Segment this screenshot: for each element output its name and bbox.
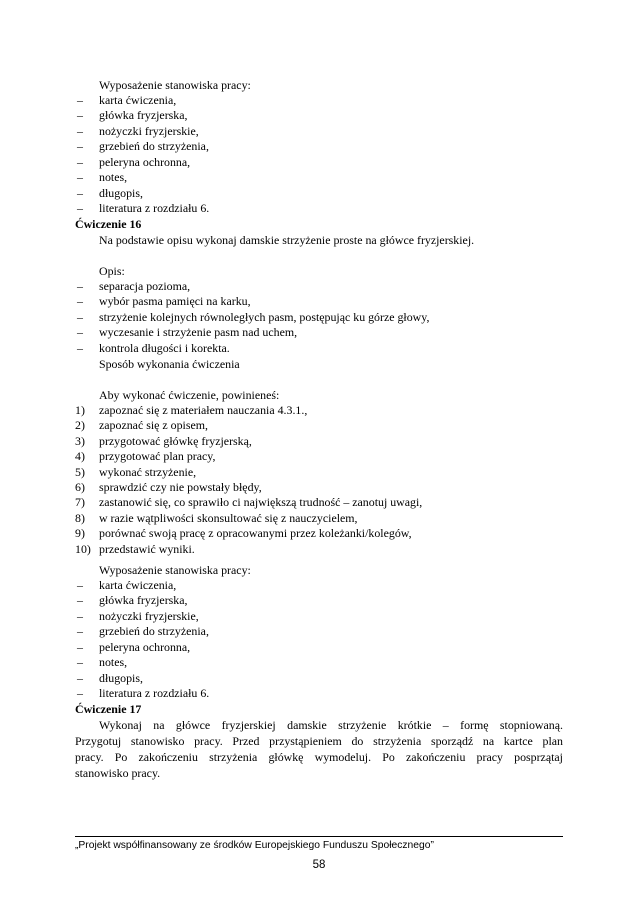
list-item: karta ćwiczenia, [99,93,177,107]
page-number: 58 [312,859,326,871]
bullet-dash: – [77,578,83,592]
description-label: Opis: [99,264,125,278]
list-item: notes, [99,655,128,670]
step-item: przygotować plan pracy, [99,449,216,464]
step-item: przygotować główkę fryzjerską, [99,433,252,448]
equipment-heading: Wyposażenie stanowiska pracy: [99,78,251,92]
bullet-dash: – [77,325,83,340]
list-item: grzebień do strzyżenia, [99,624,209,639]
list-item: kontrola długości i korekta. [99,340,230,355]
list-item: wyczesanie i strzyżenie pasm nad uchem, [99,325,298,340]
step-number: 1) [75,403,85,417]
list-item: długopis, [99,670,143,685]
step-item: zapoznać się z materiałem nauczania 4.3.1., [99,403,308,417]
step-number: 5) [75,464,85,479]
bullet-dash: – [77,154,83,169]
step-item: w razie wątpliwości skonsultować się z nauczycielem, [99,510,358,525]
exercise-17-line-3: pracy. Po zakończeniu strzyżenia główkę wymodeluj. Po zakończeniu pracy posprzątaj [75,750,563,764]
step-item: porównać swoją pracę z opracowanymi przez koleżanki/kolegów, [99,526,412,541]
exercise-17-line-2: Przygotuj stanowisko pracy. Przed przystąpieniem do strzyżenia sporządź na kartce plan [75,734,563,748]
footer-rule [75,836,563,837]
bullet-dash: – [77,294,83,309]
bullet-dash: – [77,108,83,123]
list-item: wybór pasma pamięci na karku, [99,294,251,309]
bullet-dash: – [77,624,83,639]
list-item: główka fryzjerska, [99,593,188,608]
step-number: 6) [75,480,85,494]
list-item: literatura z rozdziału 6. [99,201,210,216]
step-number: 4) [75,449,85,464]
step-number: 9) [75,526,85,541]
step-number: 8) [75,510,85,525]
list-item: peleryna ochronna, [99,639,191,654]
bullet-dash: – [77,639,83,654]
step-item: zapoznać się z opisem, [99,418,208,433]
bullet-dash: – [77,608,83,623]
exercise-16-title: Ćwiczenie 16 [75,217,142,231]
exercise-17-title: Ćwiczenie 17 [75,702,142,716]
exercise-16-intro: Na podstawie opisu wykonaj damskie strzyżenie proste na główce fryzjerskiej. [99,233,475,247]
list-item: grzebień do strzyżenia, [99,139,209,154]
list-item: separacja pozioma, [99,279,191,293]
step-number: 3) [75,433,85,448]
bullet-dash: – [77,686,83,701]
bullet-dash: – [77,670,83,685]
list-item: strzyżenie kolejnych równoległych pasm, postępując ku górze głowy, [99,309,430,324]
step-item: zastanowić się, co sprawiło ci największą trudność – zanotuj uwagi, [99,495,423,510]
bullet-dash: – [77,139,83,154]
bullet-dash: – [77,279,83,293]
bullet-dash: – [77,123,83,138]
step-number: 2) [75,418,85,433]
bullet-dash: – [77,201,83,216]
footer-text: „Projekt współfinansowany ze środków Europejskiego Funduszu Społecznego” [75,840,434,851]
list-item: długopis, [99,185,143,200]
method-label: Sposób wykonania ćwiczenia [99,357,240,371]
step-number: 10) [75,541,91,556]
list-item: nożyczki fryzjerskie, [99,608,199,623]
bullet-dash: – [77,340,83,355]
bullet-dash: – [77,185,83,200]
exercise-17-line-4: stanowisko pracy. [75,766,161,780]
step-item: przedstawić wyniki. [99,541,195,556]
list-item: główka fryzjerska, [99,108,188,123]
list-item: karta ćwiczenia, [99,578,177,592]
exercise-17-line-1: Wykonaj na główce fryzjerskiej damskie strzyżenie krótkie – formę stopniowaną. [99,718,563,732]
step-item: wykonać strzyżenie, [99,464,197,479]
bullet-dash: – [77,655,83,670]
list-item: literatura z rozdziału 6. [99,686,210,701]
bullet-dash: – [77,309,83,324]
step-item: sprawdzić czy nie powstały błędy, [99,480,262,494]
list-item: peleryna ochronna, [99,154,191,169]
step-number: 7) [75,495,85,510]
equipment-heading-2: Wyposażenie stanowiska pracy: [99,563,251,577]
bullet-dash: – [77,170,83,185]
list-item: nożyczki fryzjerskie, [99,123,199,138]
steps-intro: Aby wykonać ćwiczenie, powinieneś: [99,388,280,402]
list-item: notes, [99,170,128,185]
bullet-dash: – [77,93,83,107]
bullet-dash: – [77,593,83,608]
